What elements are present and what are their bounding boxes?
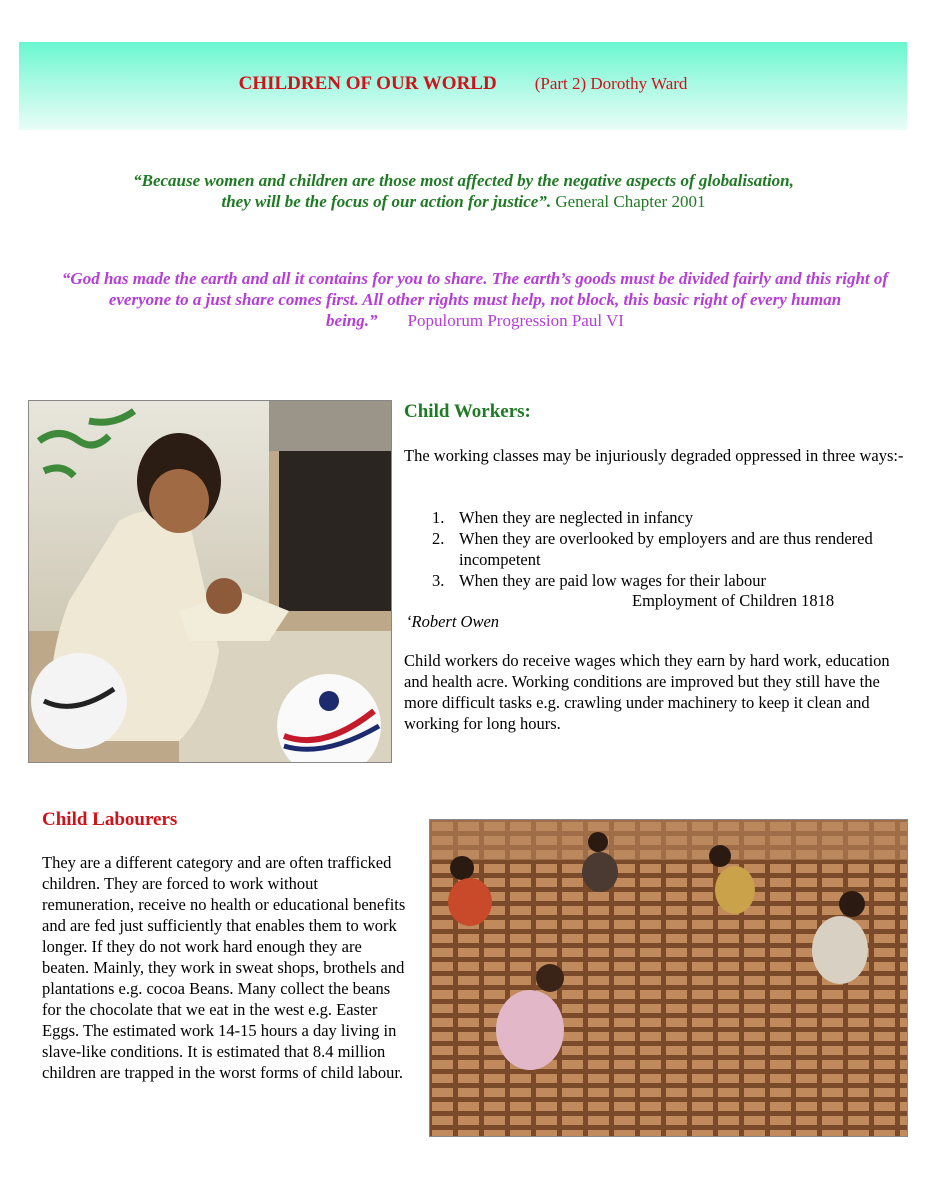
list-item <box>404 528 904 570</box>
list-text: When they are overlooked by employers and are thus rendered incompetent <box>459 529 873 569</box>
document-title: CHILDREN OF OUR WORLD <box>238 73 497 94</box>
list-number: 2. <box>432 529 445 548</box>
quote2-text: “God has made the earth and all it contains for you to share. The earth’s goods must be divided fairly and this right of everyone to a just share comes first. All other rights must help, not block, this basic right of every human being.” <box>61 269 889 330</box>
quote1-line1: “Because women and children are those most affected by the negative aspects of globalisation, <box>133 171 794 190</box>
boy-stitching-football-image <box>29 401 391 762</box>
list-number: 3. <box>432 571 445 590</box>
banner-heading <box>19 73 907 95</box>
child-worker-photo <box>28 400 392 763</box>
credit-author: ‘Robert Owen <box>406 612 500 631</box>
quote1-source: General Chapter 2001 <box>555 192 706 211</box>
children-brick-field-image <box>430 820 907 1136</box>
list-text: When they are paid low wages for their labour <box>459 571 766 590</box>
child-workers-heading: Child Workers: <box>404 401 531 422</box>
list-item <box>404 570 904 591</box>
child-labourers-heading: Child Labourers <box>42 809 178 830</box>
credit-title: Employment of Children 1818 <box>632 591 835 610</box>
oppression-list <box>404 507 904 591</box>
general-chapter-quote <box>40 170 887 212</box>
quote2-source: Populorum Progression Paul VI <box>407 311 624 330</box>
list-text: When they are neglected in infancy <box>459 508 694 527</box>
list-number: 1. <box>432 508 445 527</box>
child-workers-body: Child workers do receive wages which they earn by hard work, education and health acre. Working conditions are improved but they still have the more difficult tasks e.g. crawling under machinery to keep it clean and working for long hours. <box>404 651 890 733</box>
list-item <box>404 507 904 528</box>
title-banner <box>19 42 907 130</box>
populorum-quote <box>40 268 910 331</box>
child-workers-intro: The working classes may be injuriously degraded oppressed in three ways:- <box>404 446 904 465</box>
child-labourer-photo <box>429 819 908 1137</box>
child-labourers-body: They are a different category and are often trafficked children. They are forced to work without remuneration, receive no health or educational benefits and are fed just sufficiently that enables them to work longer. If they do not work hard enough they are beaten. Mainly, they work in sweat shops, brothels and plantations e.g. cocoa Beans. Many collect the beans for the chocolate that we eat in the west e.g. Easter Eggs. The estimated work 14-15 hours a day living in slave-like conditions. It is estimated that 8.4 million children are trapped in the worst forms of child labour. <box>42 853 406 1082</box>
document-subtitle: (Part 2) Dorothy Ward <box>534 74 688 93</box>
quote1-line2: they will be the focus of our action for justice”. <box>221 192 552 211</box>
